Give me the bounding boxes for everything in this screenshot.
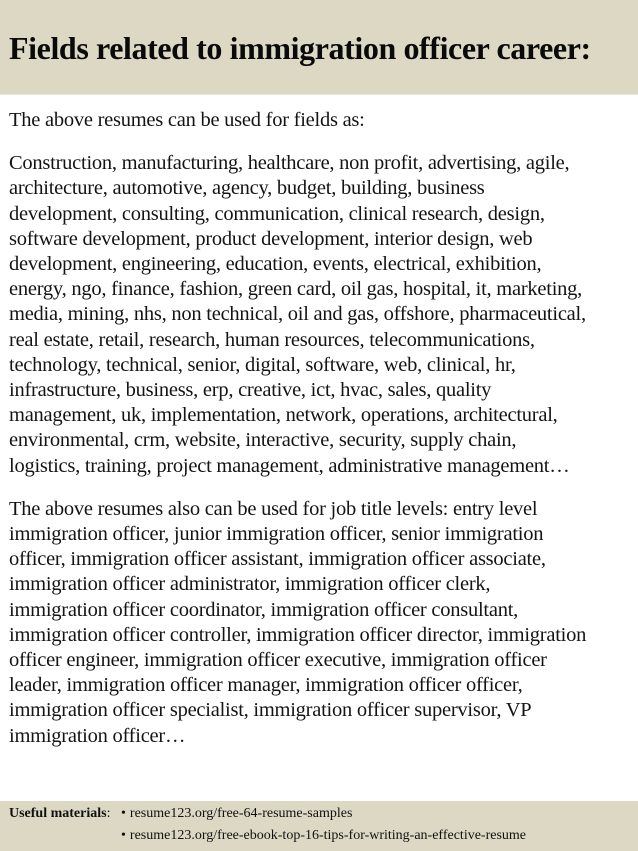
job-levels-line: The above resumes also can be used for job title levels: entry level [9, 497, 538, 520]
fields-line: energy, ngo, finance, fashion, green card, oil gas, hospital, it, marketing, [9, 278, 583, 301]
fields-line: infrastructure, business, erp, creative, ict, hvac, sales, quality [9, 379, 492, 402]
page-title: Fields related to immigration officer career: [9, 30, 591, 66]
job-levels-line: immigration officer controller, immigration officer director, immigration [9, 623, 587, 646]
label-colon: : [106, 806, 111, 821]
useful-materials-footer [0, 801, 638, 851]
job-levels-line: leader, immigration officer manager, immigration officer officer, [9, 674, 523, 697]
job-levels-line: immigration officer administrator, immigration officer clerk, [9, 573, 491, 596]
job-levels-line: immigration officer… [9, 724, 186, 747]
job-levels-line: officer engineer, immigration officer executive, immigration officer [9, 649, 547, 672]
job-levels-line: immigration officer, junior immigration officer, senior immigration [9, 523, 544, 546]
fields-list [9, 151, 634, 479]
fields-line: logistics, training, project management, administrative management… [9, 454, 570, 477]
fields-line: media, mining, nhs, non technical, oil and gas, offshore, pharmaceutical, [9, 303, 586, 326]
resume-samples-link-text: resume123.org/free-64-resume-samples [129, 806, 353, 821]
useful-materials-label-text: Useful materials [9, 806, 107, 821]
job-levels-line: immigration officer specialist, immigration officer supervisor, VP [9, 699, 532, 722]
fields-line: real estate, retail, research, human resources, telecommunications, [9, 328, 535, 351]
fields-line: architecture, automotive, agency, budget, building, business [9, 177, 485, 200]
main-content [9, 108, 634, 749]
job-levels-list [9, 497, 634, 749]
bullet-icon: • [121, 828, 126, 843]
fields-line: Construction, manufacturing, healthcare, non profit, advertising, agile, [9, 152, 570, 175]
resume-tips-ebook-link-text: resume123.org/free-ebook-top-16-tips-for-writing-an-effective-resume [129, 828, 527, 843]
fields-intro: The above resumes can be used for fields as: [9, 109, 365, 131]
title-banner [0, 0, 638, 95]
fields-line: technology, technical, senior, digital, software, web, clinical, hr, [9, 353, 516, 376]
useful-materials-label [9, 806, 110, 822]
fields-line: management, uk, implementation, network, operations, architectural, [9, 404, 558, 427]
resume-samples-link[interactable] [121, 806, 352, 822]
job-levels-line: immigration officer coordinator, immigration officer consultant, [9, 598, 519, 621]
resume-tips-ebook-link[interactable] [121, 828, 526, 844]
job-levels-line: officer, immigration officer assistant, immigration officer associate, [9, 548, 546, 571]
fields-line: development, consulting, communication, clinical research, design, [9, 202, 545, 225]
fields-line: environmental, crm, website, interactive, security, supply chain, [9, 429, 517, 452]
fields-line: development, engineering, education, events, electrical, exhibition, [9, 253, 542, 276]
bullet-icon: • [121, 806, 126, 821]
fields-line: software development, product development, interior design, web [9, 227, 533, 250]
